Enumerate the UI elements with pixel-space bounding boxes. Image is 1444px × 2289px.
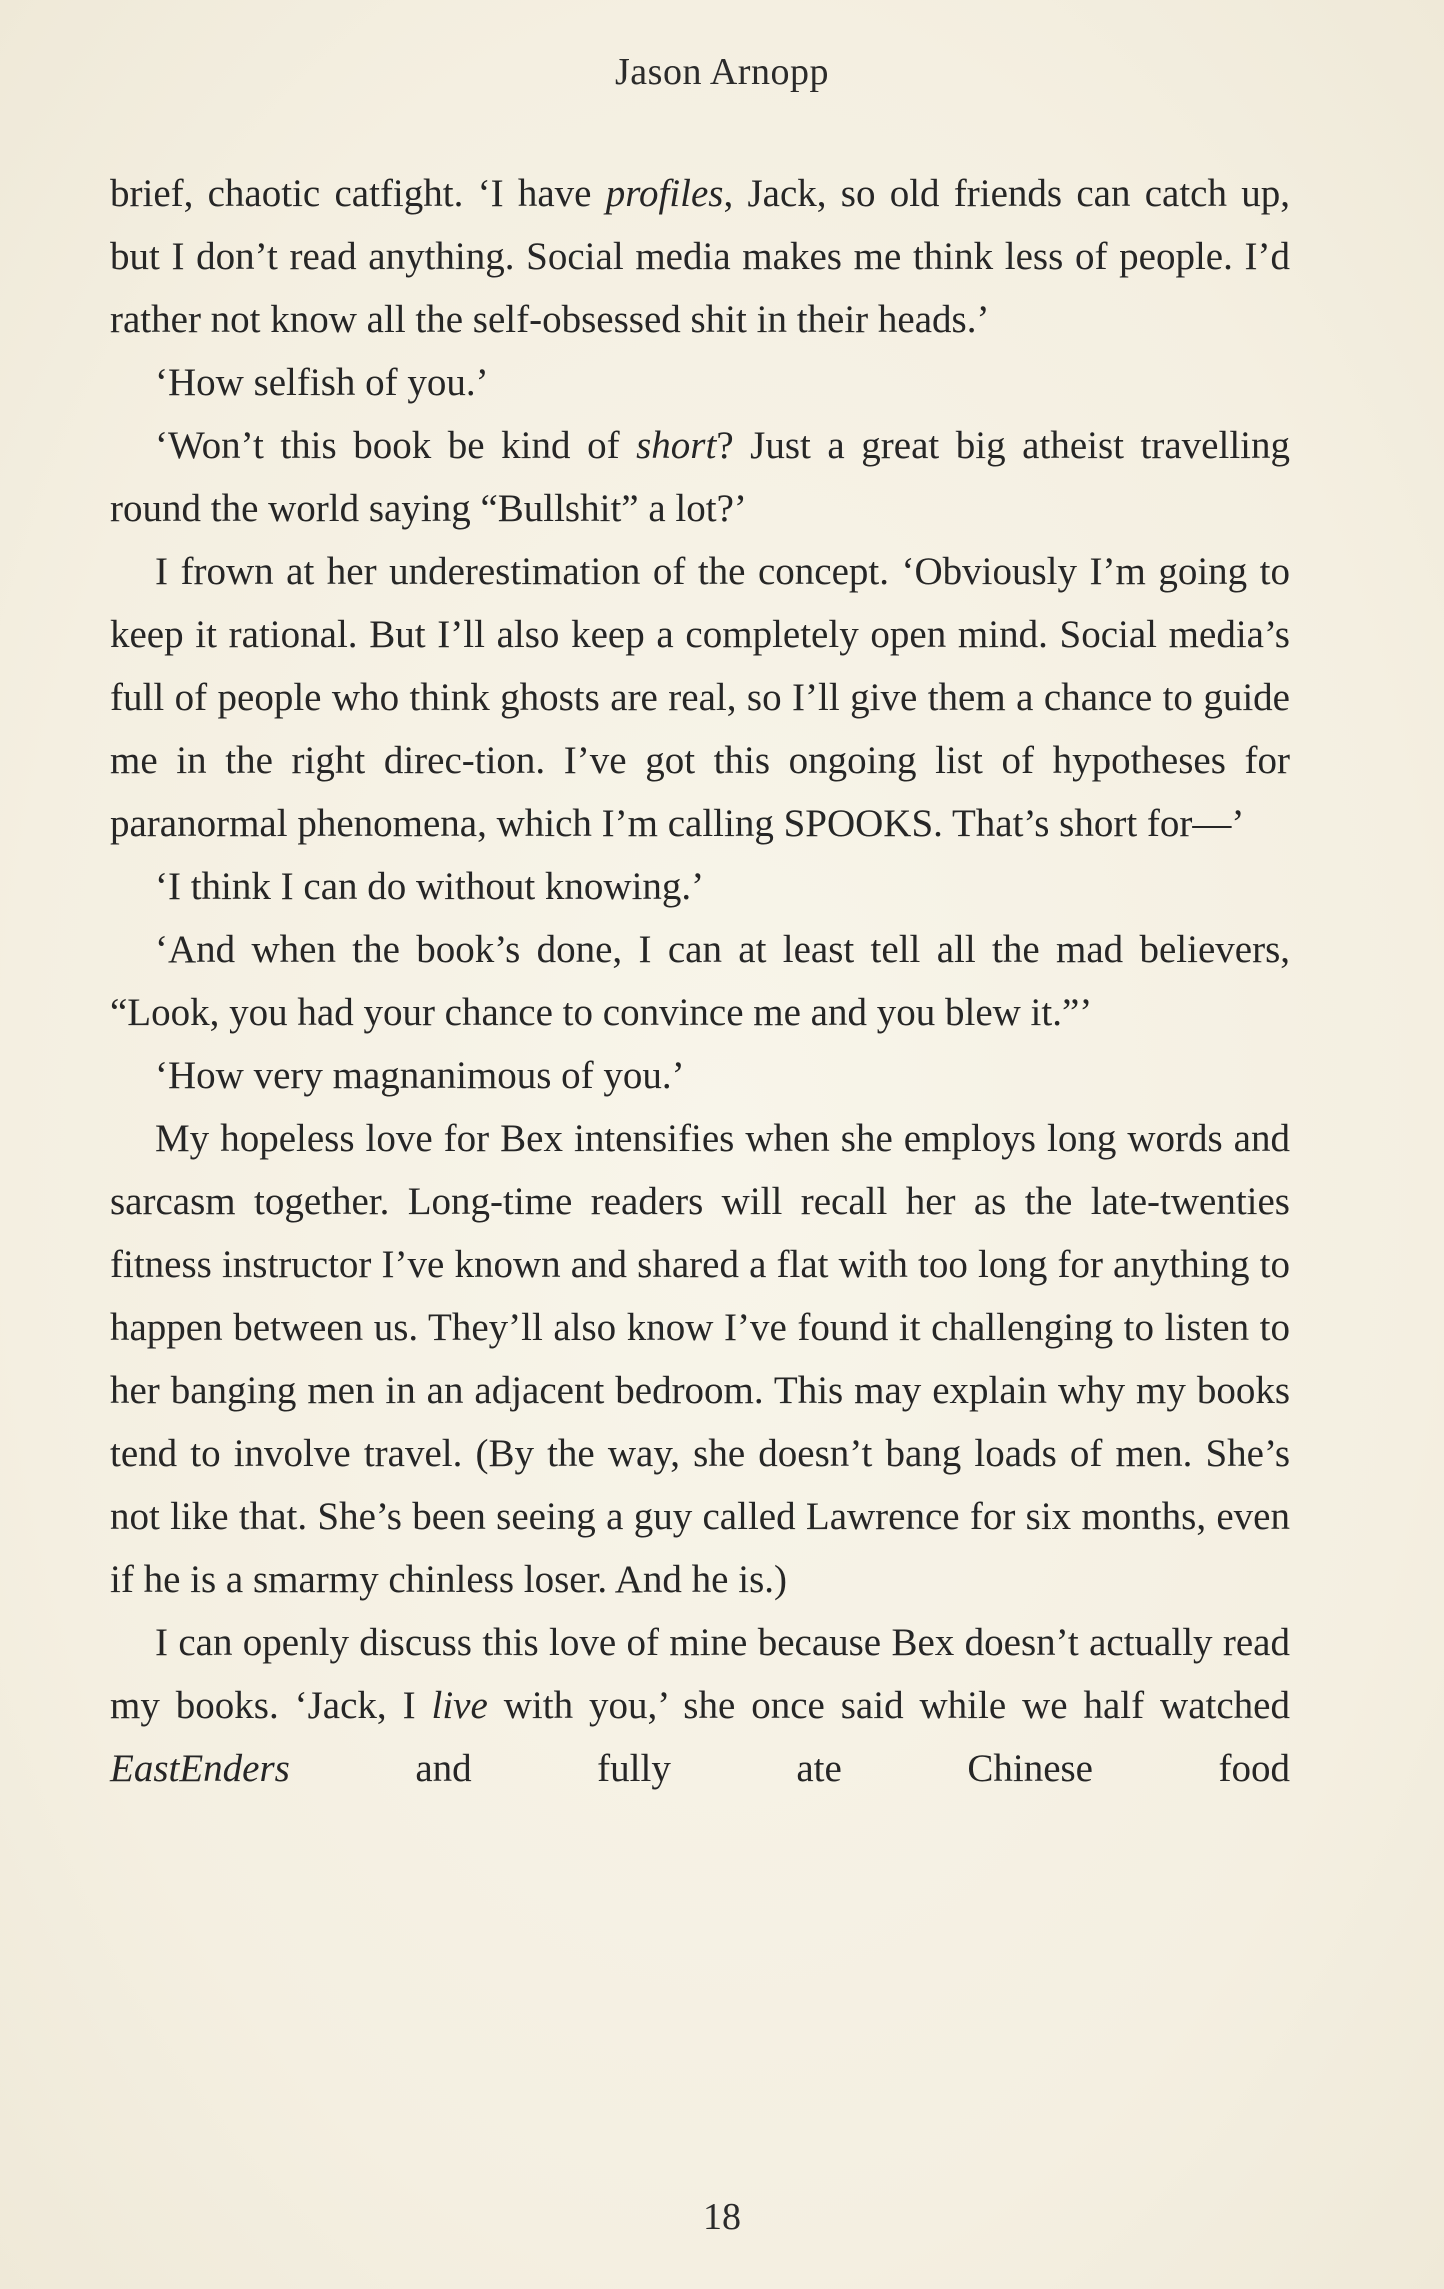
text-run: ‘Won’t this book be kind of — [155, 424, 637, 467]
paragraph — [110, 1107, 1290, 1611]
text-run: I can openly discuss this love of mine because Bex doesn’t actually read my books. ‘Jack, I — [110, 1621, 1290, 1727]
text-run: with you,’ she once said while we half watched — [487, 1684, 1290, 1727]
text-run: ‘I think I can do without knowing.’ — [155, 865, 705, 908]
paragraph — [110, 1611, 1290, 1800]
text-run: My hopeless love for Bex intensifies when she employs long words and sarcasm together. Long-time readers will recall her as the late-twenties fitness instructor I’ve known and shared a flat with too long for anything to happen between us. They’ll also know I’ve found it challenging to listen to her banging men in an adjacent bedroom. This may explain why my books tend to involve travel. (By the way, she doesn’t bang loads of men. She’s not like that. She’s been seeing a guy called Lawrence for six months, even if he is a smarmy chinless loser. And he is.) — [110, 1117, 1290, 1601]
text-run: I frown at her underestimation of the concept. ‘Obviously I’m going to keep it rational. But I’ll also keep a completely open mind. Social media’s full of people who think ghosts are real, so I’ll give them a chance to guide me in the right direc-tion. I’ve got this ongoing list of hypotheses for paranormal phenomena, which I’m calling SPOOKS. That’s short for—’ — [110, 550, 1290, 845]
italic-text: short — [636, 424, 717, 467]
text-run: ? Just a great big atheist travelling round the world saying “Bullshit” a lot?’ — [110, 424, 1290, 530]
page-number: 18 — [703, 2196, 741, 2238]
paragraph — [110, 540, 1290, 855]
text-run: , Jack, so old friends can catch up, but I don’t read anything. Social media makes me think less of people. I’d rather not know all the self-obsessed shit in their heads.’ — [110, 172, 1290, 341]
text-run: ‘How very magnanimous of you.’ — [155, 1054, 685, 1097]
paragraph — [110, 1044, 1290, 1107]
italic-text: EastEnders — [110, 1747, 290, 1790]
italic-text: live — [431, 1684, 488, 1727]
text-run: and fully ate Chinese food — [289, 1747, 1290, 1790]
text-run: ‘How selfish of you.’ — [155, 361, 489, 404]
paragraph — [110, 414, 1290, 540]
paragraph — [110, 855, 1290, 918]
italic-text: profiles — [605, 172, 724, 215]
text-run: ‘And when the book’s done, I can at least tell all the mad believers, “Look, you had your chance to convince me and you blew it.”’ — [110, 928, 1290, 1034]
paragraph — [110, 351, 1290, 414]
body-text — [110, 162, 1290, 1800]
paragraph — [110, 918, 1290, 1044]
text-run: brief, chaotic catfight. ‘I have — [110, 172, 606, 215]
paragraph — [110, 162, 1290, 351]
running-head: Jason Arnopp — [615, 51, 829, 93]
